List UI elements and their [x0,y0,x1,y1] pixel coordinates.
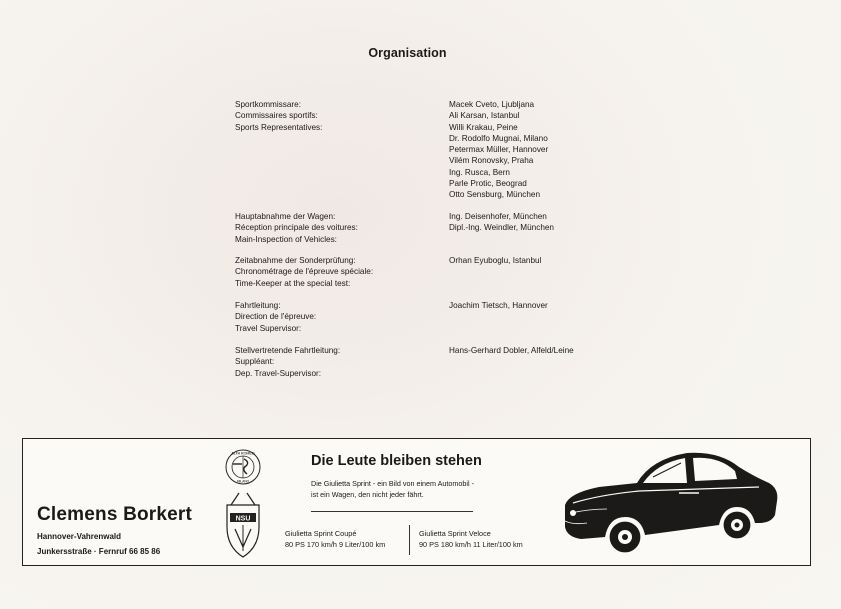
section-1-labels [235,99,435,133]
model-sprint-veloce [419,529,523,550]
label: Sportkommissare: [235,100,301,109]
model-specs: 90 PS 180 km/h 11 Liter/100 km [419,539,523,549]
person-name: Otto Sensburg, München [449,190,541,200]
nsu-logo [227,493,259,557]
person-name: Ing. Rusca, Bern [449,167,510,177]
model-specs: 80 PS 170 km/h 9 Liter/100 km [285,539,386,549]
label: Zeitabnahme der Sonderprüfung: [235,256,356,265]
person-name: Joachim Tietsch, Hannover [449,301,548,310]
dealer-address: Junkersstraße · Fernruf 66 85 86 [37,547,161,556]
label: Hauptabnahme der Wagen: [235,212,336,221]
alfa-romeo-logo [226,450,260,484]
person-name: Ali Karsan, Istanbul [449,111,520,121]
person-name: Petermax Müller, Hannover [449,145,549,155]
section-4-names [449,300,649,311]
label: Chronométrage de l'épreuve spéciale: [235,267,374,277]
section-5-names [449,345,649,356]
label: Commissaires sportifs: [235,111,318,121]
dealer-city: Hannover-Vahrenwald [37,532,122,541]
model-name: Giulietta Sprint Veloce [419,529,491,538]
person-name: Dipl.-Ing. Weindler, München [449,223,554,233]
label: Stellvertretende Fahrtleitung: [235,346,341,355]
person-name: Willi Krakau, Peine [449,122,518,132]
page-title: Organisation [368,46,447,60]
tagline-line: Die Giulietta Sprint - ein Bild von einem Automobil - [311,479,474,488]
model-divider [409,525,410,555]
model-name: Giulietta Sprint Coupé [285,529,357,538]
advertisement-box [22,438,811,566]
label: Time-Keeper at the special test: [235,278,351,288]
person-name: Macek Cveto, Ljubljana [449,100,535,109]
ad-headline: Die Leute bleiben stehen [311,453,482,469]
section-5-labels [235,345,435,379]
label: Réception principale des voitures: [235,223,358,233]
section-4-labels [235,300,435,334]
label: Direction de l'épreuve: [235,312,317,322]
model-sprint-coupe [285,529,385,550]
section-1-names [449,99,649,201]
label: Fahrtleitung: [235,301,281,310]
label: Main-Inspection of Vehicles: [235,234,337,244]
label: Travel Supervisor: [235,323,302,333]
divider-line [311,511,473,512]
dealer-name: Clemens Borkert [37,504,193,525]
section-2-names [449,211,649,234]
person-name: Parle Protic, Beograd [449,179,527,189]
alfa-logo-city: MILANO [236,479,250,484]
person-name: Dr. Rodolfo Mugnai, Milano [449,133,548,143]
label: Dep. Travel-Supervisor: [235,368,322,378]
ad-tagline [311,479,571,500]
tagline-line: ist ein Wagen, den nicht jeder fährt. [311,489,424,499]
person-name: Orhan Eyuboglu, Istanbul [449,256,542,265]
nsu-logo-text: NSU [235,515,251,523]
label: Sports Representatives: [235,122,323,132]
brand-logos [221,447,265,559]
section-3-names [449,255,649,266]
person-name: Ing. Deisenhofer, München [449,212,547,221]
section-2-labels [235,211,435,245]
section-3-labels [235,255,435,289]
car-illustration [559,443,781,563]
person-name: Hans-Gerhard Dobler, Alfeld/Leine [449,346,574,355]
label: Suppléant: [235,357,275,367]
alfa-logo-text: ALFA ROMEO [231,451,255,456]
person-name: Vilém Ronovsky, Praha [449,156,534,166]
